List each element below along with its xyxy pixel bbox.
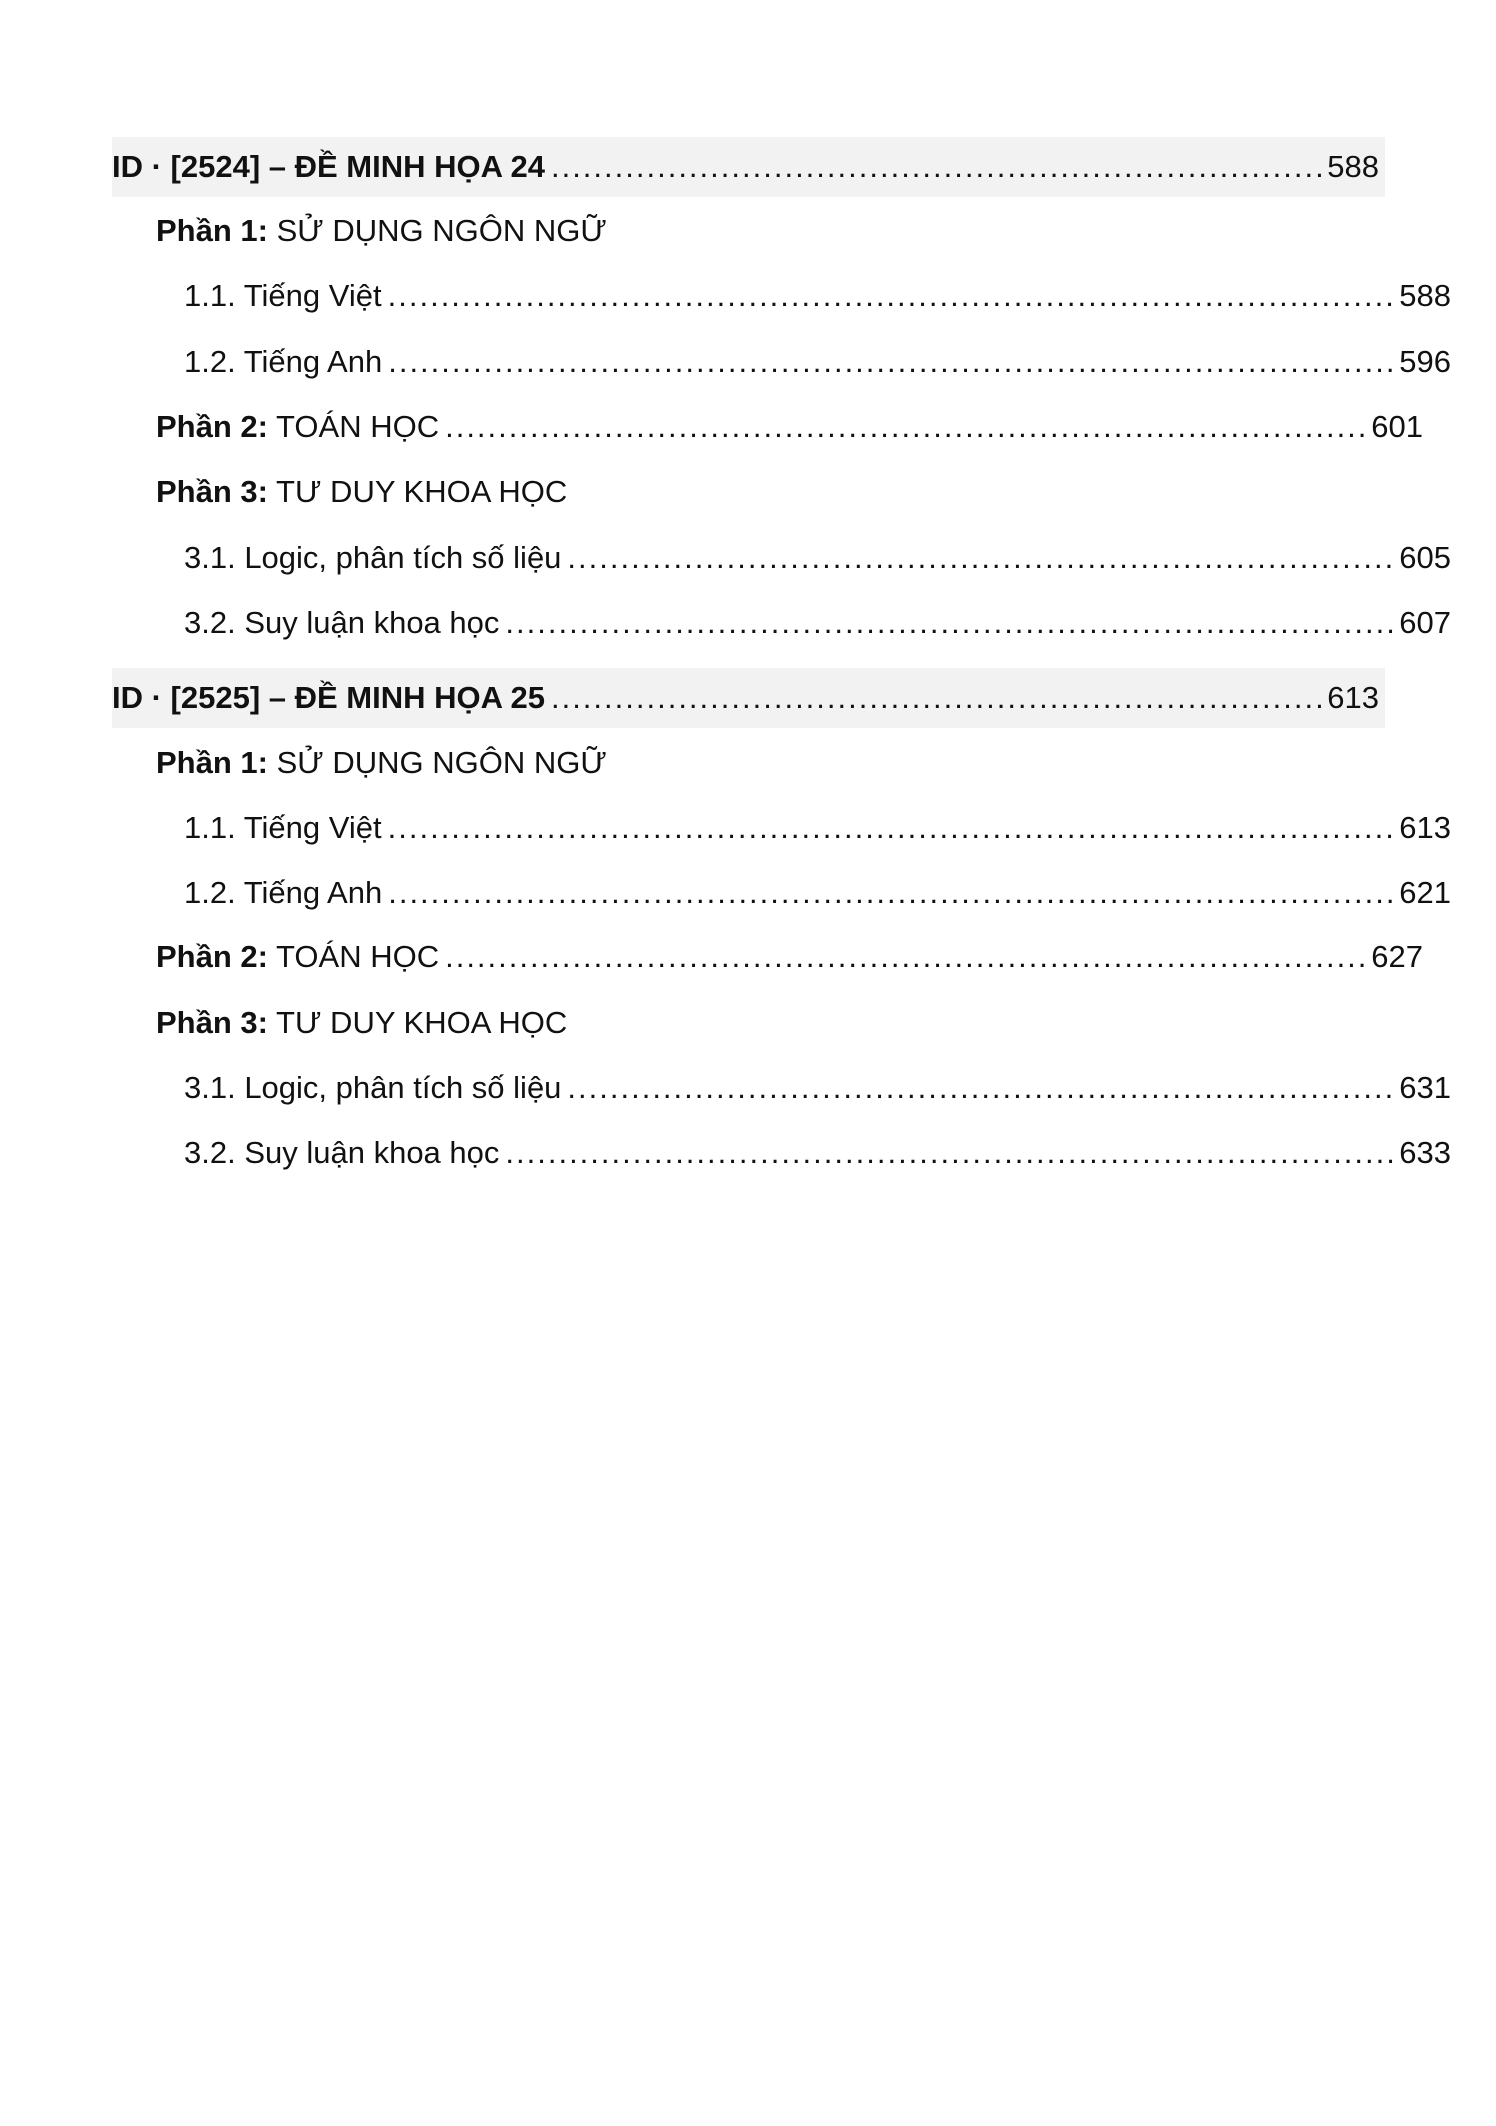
- part-name: SỬ DỤNG NGÔN NGỮ: [276, 745, 607, 780]
- subsection-entry[interactable]: [112, 528, 1457, 588]
- entry-title: [156, 1005, 567, 1041]
- subsection-name: 1.2. Tiếng Anh: [184, 344, 383, 379]
- dot-leader: [388, 278, 1394, 314]
- subsection-name: 3.2. Suy luận khoa học: [184, 605, 500, 640]
- page-number: 621: [1399, 875, 1451, 910]
- dot-leader: [567, 1070, 1393, 1106]
- subsection-name: 1.2. Tiếng Anh: [184, 875, 383, 910]
- dot-leader: [505, 605, 1393, 641]
- part-entry[interactable]: [112, 397, 1429, 457]
- part-label: Phần 1:: [156, 213, 268, 248]
- dot-leader: [551, 149, 1321, 185]
- subsection-entry[interactable]: [112, 332, 1457, 392]
- entry-title: [184, 1070, 561, 1106]
- part-label: Phần 2:: [156, 409, 268, 444]
- page-number: 588: [1327, 149, 1379, 184]
- subsection-entry[interactable]: [112, 593, 1457, 653]
- part-name: TOÁN HỌC: [276, 409, 440, 444]
- part-entry[interactable]: [112, 993, 1429, 1053]
- part-name: TƯ DUY KHOA HỌC: [276, 1005, 568, 1040]
- subsection-name: 3.1. Logic, phân tích số liệu: [184, 1070, 562, 1105]
- section-heading[interactable]: [112, 668, 1385, 728]
- part-label: Phần 3:: [156, 474, 268, 509]
- part-entry[interactable]: [112, 201, 1429, 261]
- page-number: 613: [1327, 680, 1379, 715]
- part-label: Phần 2:: [156, 939, 268, 974]
- part-name: SỬ DỤNG NGÔN NGỮ: [276, 213, 607, 248]
- section-heading[interactable]: [112, 137, 1385, 197]
- subsection-entry[interactable]: [112, 266, 1457, 326]
- subsection-entry[interactable]: [112, 863, 1457, 923]
- section-title: ID · [2525] – ĐỀ MINH HỌA 25: [112, 680, 545, 715]
- subsection-name: 1.1. Tiếng Việt: [184, 810, 382, 845]
- part-label: Phần 1:: [156, 745, 268, 780]
- page-number: 605: [1399, 540, 1451, 575]
- page-number: 631: [1399, 1070, 1451, 1105]
- part-name: TƯ DUY KHOA HỌC: [276, 474, 568, 509]
- entry-title: [184, 344, 382, 380]
- dot-leader: [388, 344, 1393, 380]
- entry-title: [184, 810, 382, 846]
- entry-title: [156, 939, 439, 975]
- dot-leader: [388, 810, 1394, 846]
- dot-leader: [445, 409, 1365, 445]
- subsection-name: 3.1. Logic, phân tích số liệu: [184, 540, 562, 575]
- page-number: 607: [1399, 605, 1451, 640]
- section-title: ID · [2524] – ĐỀ MINH HỌA 24: [112, 149, 545, 184]
- part-entry[interactable]: [112, 462, 1429, 522]
- dot-leader: [445, 939, 1365, 975]
- entry-title: [112, 680, 545, 716]
- entry-title: [156, 474, 567, 510]
- entry-title: [184, 540, 561, 576]
- subsection-name: 3.2. Suy luận khoa học: [184, 1135, 500, 1170]
- page-number: 613: [1399, 810, 1451, 845]
- entry-title: [156, 213, 607, 249]
- page-number: 596: [1399, 344, 1451, 379]
- entry-title: [156, 745, 607, 781]
- part-label: Phần 3:: [156, 1005, 268, 1040]
- entry-title: [184, 605, 499, 641]
- entry-title: [184, 1135, 499, 1171]
- part-entry[interactable]: [112, 927, 1429, 987]
- subsection-entry[interactable]: [112, 1058, 1457, 1118]
- entry-title: [184, 278, 382, 314]
- page-number: 601: [1371, 409, 1423, 444]
- dot-leader: [551, 680, 1321, 716]
- subsection-name: 1.1. Tiếng Việt: [184, 278, 382, 313]
- entry-title: [156, 409, 439, 445]
- page-number: 627: [1371, 939, 1423, 974]
- dot-leader: [505, 1135, 1393, 1171]
- page-number: 588: [1399, 278, 1451, 313]
- dot-leader: [388, 875, 1393, 911]
- subsection-entry[interactable]: [112, 798, 1457, 858]
- page-number: 633: [1399, 1135, 1451, 1170]
- entry-title: [184, 875, 382, 911]
- dot-leader: [567, 540, 1393, 576]
- part-name: TOÁN HỌC: [276, 939, 440, 974]
- entry-title: [112, 149, 545, 185]
- subsection-entry[interactable]: [112, 1123, 1457, 1183]
- part-entry[interactable]: [112, 733, 1429, 793]
